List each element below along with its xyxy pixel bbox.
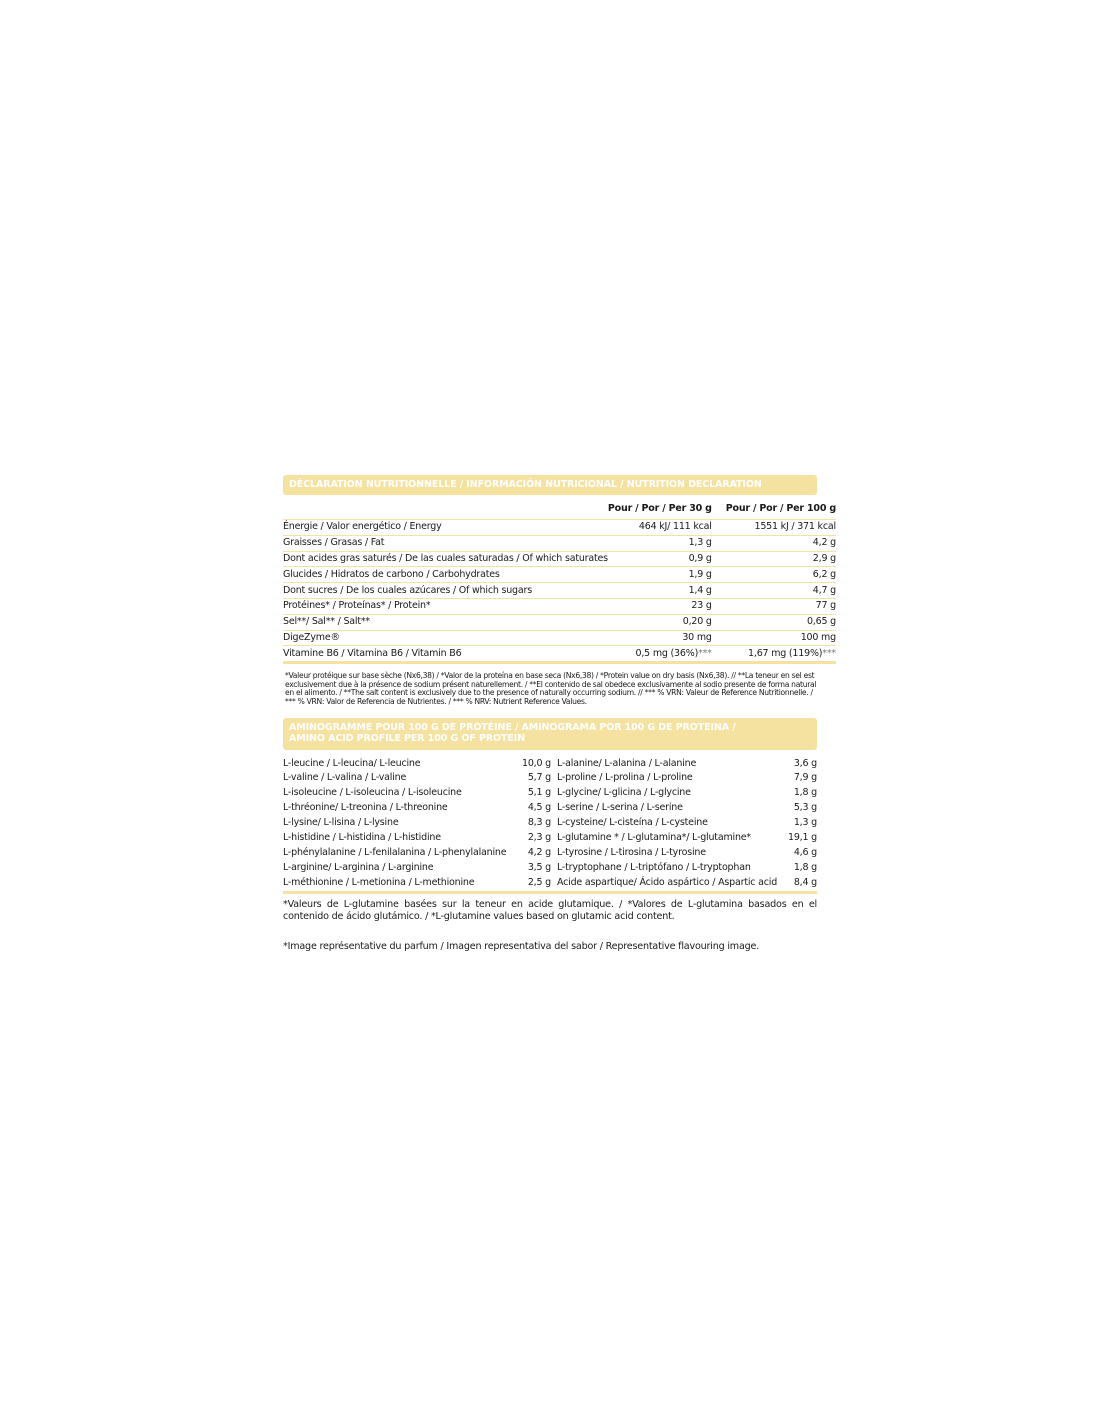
nutrient-value-100g [726,614,836,630]
list-item [557,831,817,846]
amino-label: L-proline / L-prolina / L-proline [557,772,693,784]
nutrient-value-30g [608,535,726,551]
value-text: 77 g [815,600,836,612]
value-mark: *** [698,647,712,659]
amino-label: L-cysteine/ L-cisteína / L-cysteine [557,817,708,829]
table-row [283,630,836,646]
list-item [557,786,817,801]
amino-label: L-lysine/ L-lisina / L-lysine [283,817,399,829]
table-row [283,614,836,630]
amino-value: 3,6 g [793,757,817,769]
amino-header-line-2: AMINO ACID PROFILE PER 100 G OF PROTEIN [289,732,526,744]
amino-value: 4,6 g [793,846,817,858]
value-text: 6,2 g [812,568,836,580]
nutrition-sheet [283,475,836,953]
table-row [283,598,836,614]
list-item [283,801,551,816]
list-item [283,757,551,772]
list-item [557,846,817,861]
value-text: 30 mg [682,631,712,643]
nutrient-value-100g [726,567,836,583]
nutrient-label: Énergie / Valor energético / Energy [283,520,608,536]
value-text: 100 mg [800,631,836,643]
value-text: 1,67 mg (119%) [748,647,823,659]
value-text: 4,2 g [812,537,836,549]
amino-label: L-glycine/ L-glicina / L-glycine [557,787,691,799]
amino-label: L-valine / L-valina / L-valine [283,772,407,784]
amino-label: L-serine / L-serina / L-serine [557,802,683,814]
nutrient-value-30g [608,646,726,663]
nutrient-label: Dont acides gras saturés / De las cuales saturadas / Of which saturates [283,551,608,567]
amino-label: L-alanine/ L-alanina / L-alanine [557,757,697,769]
list-item [557,757,817,772]
nutrition-table [283,495,836,664]
amino-value: 5,1 g [527,787,551,799]
amino-value: 4,2 g [527,846,551,858]
table-row [283,520,836,536]
value-mark: *** [822,647,836,659]
amino-value: 1,8 g [793,861,817,873]
amino-label: L-tyrosine / L-tirosina / L-tyrosine [557,846,706,858]
amino-label: L-tryptophane / L-triptófano / L-tryptophan [557,861,751,873]
value-text: 2,9 g [812,552,836,564]
per-30g-column-header: Pour / Por / Per 30 g [608,495,726,520]
nutrient-value-100g [726,598,836,614]
nutrient-value-30g [608,551,726,567]
table-row [283,535,836,551]
list-item [557,771,817,786]
amino-value: 19,1 g [787,832,817,843]
list-item [283,771,551,786]
flavour-image-note: *Image représentative du parfum / Imagen representativa del sabor / Representative flavouring image. [283,940,760,952]
table-row [283,567,836,583]
list-item [557,801,817,816]
value-text: 23 g [691,600,712,612]
nutrition-label-column-header [283,495,608,520]
value-text: 0,65 g [806,616,836,628]
value-text: 1551 kJ / 371 kcal [754,521,836,533]
nutrition-footnote: *Valeur protéique sur base sèche (Nx6,38) / *Valor de la proteína en base seca (Nx6,38) / *Protein value on dry basis (Nx6,38). // **La teneur en sel est exclusivement due à la présence de sodium présent naturellement. / **El contenido de sal obedece exclusivamente al sodio presente de forma natural en el alimento. / **The salt content is exclusively due to the presence of naturally occurring sodium. // *** % VRN: Valeur de Reference Nutritionnelle. / *** % VRN: Valor de Referencia de Nutrientes. / *** % NRV: Nutrient Reference Values. [285,671,817,706]
amino-value: 5,3 g [793,802,817,814]
amino-header-line-1: AMINOGRAMME POUR 100 G DE PROTÉINE / AMINOGRAMA POR 100 G DE PROTEINA / [289,721,736,733]
list-item [283,831,551,846]
value-text: 0,9 g [688,552,712,564]
nutrient-value-100g [726,630,836,646]
list-item [283,816,551,831]
nutrient-label: Protéines* / Proteínas* / Protein* [283,598,608,614]
list-item [283,786,551,801]
amino-label: L-thréonine/ L-treonina / L-threonine [283,802,448,814]
amino-value: 8,3 g [527,817,551,829]
amino-label: L-glutamine * / L-glutamina*/ L-glutamine* [557,832,751,843]
amino-column-left [283,757,551,891]
amino-label: L-isoleucine / L-isoleucina / L-isoleucine [283,787,462,799]
amino-value: 4,5 g [527,802,551,814]
value-text: 0,5 mg (36%) [635,647,699,659]
list-item [557,861,817,876]
table-row [283,646,836,663]
amino-label: L-phénylalanine / L-fenilalanina / L-phenylalanine [283,846,507,858]
amino-value: 8,4 g [793,876,817,888]
amino-label: L-arginine/ L-arginina / L-arginine [283,861,434,873]
nutrient-value-30g [608,520,726,536]
list-item [557,876,817,891]
nutrient-value-30g [608,614,726,630]
value-text: 4,7 g [812,584,836,596]
amino-label: L-histidine / L-histidina / L-histidine [283,832,441,843]
amino-value: 5,7 g [527,772,551,784]
nutrient-value-30g [608,583,726,599]
nutrient-label: Glucides / Hidratos de carbono / Carbohydrates [283,567,608,583]
list-item [283,846,551,861]
nutrient-value-100g [726,520,836,536]
nutrient-value-30g [608,567,726,583]
amino-table [283,757,817,894]
value-text: 1,9 g [688,568,712,580]
glutamine-note: *Valeurs de L-glutamine basées sur la teneur en acide glutamique. / *Valores de L-glutamina basados en el contenido de ácido glutámico. / *L-glutamine values based on glutamic acid content. [283,898,817,923]
nutrient-value-30g [608,630,726,646]
nutrition-table-body [283,520,836,663]
nutrient-label: Sel**/ Sal** / Salt** [283,614,608,630]
nutrient-value-100g [726,646,836,663]
amino-header-band [283,718,817,750]
nutrient-value-100g [726,551,836,567]
list-item [557,816,817,831]
per-100g-column-header: Pour / Por / Per 100 g [726,495,836,520]
amino-label: Acide aspartique/ Ácido aspártico / Aspartic acid [557,876,778,888]
nutrition-header-band: DÉCLARATION NUTRITIONNELLE / INFORMACIÓN NUTRICIONAL / NUTRITION DECLARATION [283,475,817,495]
nutrient-label: Vitamine B6 / Vitamina B6 / Vitamin B6 [283,646,608,663]
nutrient-value-100g [726,583,836,599]
list-item [283,861,551,876]
value-text: 1,4 g [688,584,712,596]
amino-value: 1,3 g [793,817,817,829]
list-item [283,876,551,891]
amino-value: 10,0 g [521,757,551,769]
nutrient-value-30g [608,598,726,614]
amino-label: L-méthionine / L-metionina / L-methionine [283,876,475,888]
value-text: 1,3 g [688,537,712,549]
amino-label: L-leucine / L-leucina/ L-leucine [283,757,421,769]
amino-value: 3,5 g [527,861,551,873]
nutrition-table-header-row [283,495,836,520]
table-row [283,583,836,599]
nutrient-value-100g [726,535,836,551]
value-text: 0,20 g [682,616,712,628]
amino-value: 2,3 g [527,832,551,843]
amino-value: 2,5 g [527,876,551,888]
table-row [283,551,836,567]
nutrient-label: DigeZyme® [283,630,608,646]
nutrient-label: Dont sucres / De los cuales azúcares / Of which sugars [283,583,608,599]
amino-column-right [551,757,817,891]
nutrient-label: Graisses / Grasas / Fat [283,535,608,551]
value-text: 464 kJ/ 111 kcal [638,521,712,533]
amino-value: 7,9 g [793,772,817,784]
amino-value: 1,8 g [793,787,817,799]
